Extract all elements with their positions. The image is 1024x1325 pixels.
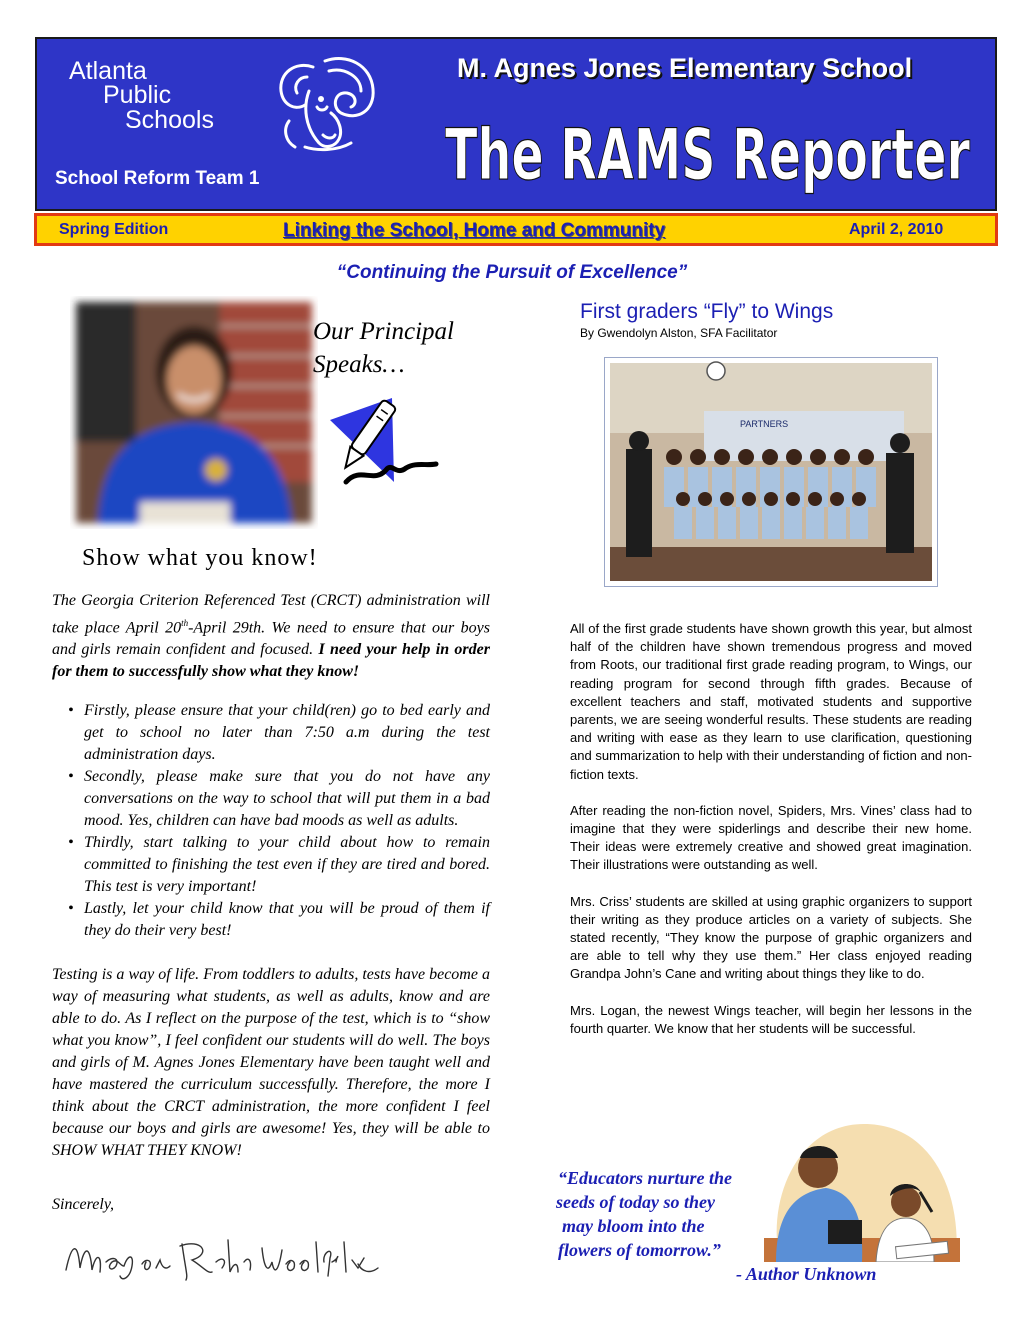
letter-bullet-list — [52, 700, 490, 942]
list-item-text: Lastly, let your child know that you will be proud of them if they do their very best! — [84, 900, 490, 939]
list-item-text: Thirdly, start talking to your child about how to remain committed to finishing the test even if they are tired and bored. This test is very important! — [84, 834, 490, 895]
intro-emphasis: I need your help in order for them to successfully show what they know! — [52, 641, 490, 681]
bullet-icon: • — [68, 768, 74, 785]
article-paragraph: All of the first grade students have shown growth this year, but almost half of the children have shown tremendous progress and moved from Roots, our traditional first grade reading program, to Wings, our reading program for second through fifth grades. Because of excellent teachers and staff, motivated students and supportive parents, we are seeing wonderful results. These students are reading and writing with ease as they learn to use clarification, questioning and summarization to help with their understanding of fiction and non-fiction texts. — [570, 621, 972, 782]
letter-intro — [52, 590, 490, 683]
masthead — [35, 37, 997, 211]
sign-off: Sincerely, — [52, 1196, 115, 1213]
org-name-line2: Public — [103, 81, 172, 109]
list-item — [52, 700, 490, 766]
principal-signature — [62, 1232, 382, 1288]
article-paragraph: Mrs. Logan, the newest Wings teacher, will begin her lessons in the fourth quarter. We know that her students will be successful. — [570, 1002, 972, 1036]
list-item-text: Secondly, please make sure that you do not have any conversations on the way to school that will put them in a bad mood. Yes, children can have bad moods as well as adults. — [84, 768, 490, 829]
newsletter-title-text: The RAMS Reporter — [445, 114, 971, 196]
intro-text-2: -April 29th. We need to ensure that our boys and girls remain confident and focused. — [52, 619, 490, 659]
educator-quote — [548, 1166, 732, 1262]
class-photo — [604, 357, 938, 587]
tagline: “Continuing the Pursuit of Excellence” — [336, 262, 688, 283]
org-name-line1: Atlanta — [69, 57, 147, 85]
quote-line: “Educators nurture the — [558, 1168, 733, 1188]
bullet-icon: • — [68, 702, 74, 719]
edition-label: Spring Edition — [59, 221, 169, 238]
principal-heading-line2: Speaks… — [313, 351, 405, 378]
principal-heading — [313, 315, 454, 381]
principal-heading-line1: Our Principal — [313, 318, 454, 345]
show-what-you-know-heading: Show what you know! — [82, 545, 318, 571]
fountain-pen-icon — [330, 396, 440, 492]
letter-closing-paragraph: Testing is a way of life. From toddlers to adults, tests have become a way of measuring what students, as well as adults, know and are able to do. As I reflect on the purpose of the test, which is to “show what you know”, I feel confident our students will do well. The boys and girls of M. Agnes Jones Elementary have been taught well and have mastered the curriculum successfully. Therefore, the more I think about the CRCT administration, the more confident I feel because our boys and girls are awesome! Yes, they will be able to SHOW WHAT THEY KNOW! — [52, 966, 490, 1159]
article-byline: By Gwendolyn Alston, SFA Facilitator — [580, 326, 778, 340]
intro-superscript: th — [181, 618, 189, 628]
article-paragraph: After reading the non-fiction novel, Spiders, Mrs. Vines’ class had to imagine that they were spiderlings and describe their new home. Their ideas were extremely creative and showed great imagination. Their illustrations were outstanding as well. — [570, 802, 972, 873]
list-item — [52, 766, 490, 832]
quote-line: seeds of today so they — [556, 1192, 715, 1212]
photo-banner-text: PARTNERS — [740, 419, 789, 429]
org-name-line3: Schools — [125, 106, 214, 134]
article-body — [570, 620, 972, 1056]
article-title: First graders “Fly” to Wings — [580, 300, 834, 323]
article-paragraph: Mrs. Criss’ students are skilled at using graphic organizers to support their writing as they produce articles on a variety of subjects. She stated recently, “They know the purpose of graphic organizers and are able to tell why they use them.” Her class enjoyed reading Grandpa John’s Cane and writing about things they like to do. — [570, 893, 972, 982]
intro-text-1: The Georgia Criterion Referenced Test (CRCT) administration will take place April 20 — [52, 592, 490, 637]
list-item — [52, 898, 490, 942]
bullet-icon: • — [68, 834, 74, 851]
school-name: M. Agnes Jones Elementary School — [457, 53, 913, 83]
quote-line: flowers of tomorrow.” — [558, 1240, 721, 1260]
principal-photo — [70, 296, 318, 529]
edition-date: April 2, 2010 — [849, 221, 944, 238]
list-item-text: Firstly, please ensure that your child(ren) go to bed early and get to school no later than 7:50 a.m during the test administration days. — [84, 702, 490, 763]
quote-author: - Author Unknown — [736, 1264, 877, 1284]
edition-bar — [34, 213, 998, 246]
reform-team-label: School Reform Team 1 — [55, 168, 260, 189]
newsletter-title — [445, 97, 975, 197]
edition-slogan: Linking the School, Home and Community — [283, 220, 666, 241]
ram-head-icon — [269, 47, 381, 155]
teacher-student-clipart — [756, 1122, 962, 1262]
quote-line: may bloom into the — [562, 1216, 705, 1236]
list-item — [52, 832, 490, 898]
bullet-icon: • — [68, 900, 74, 917]
